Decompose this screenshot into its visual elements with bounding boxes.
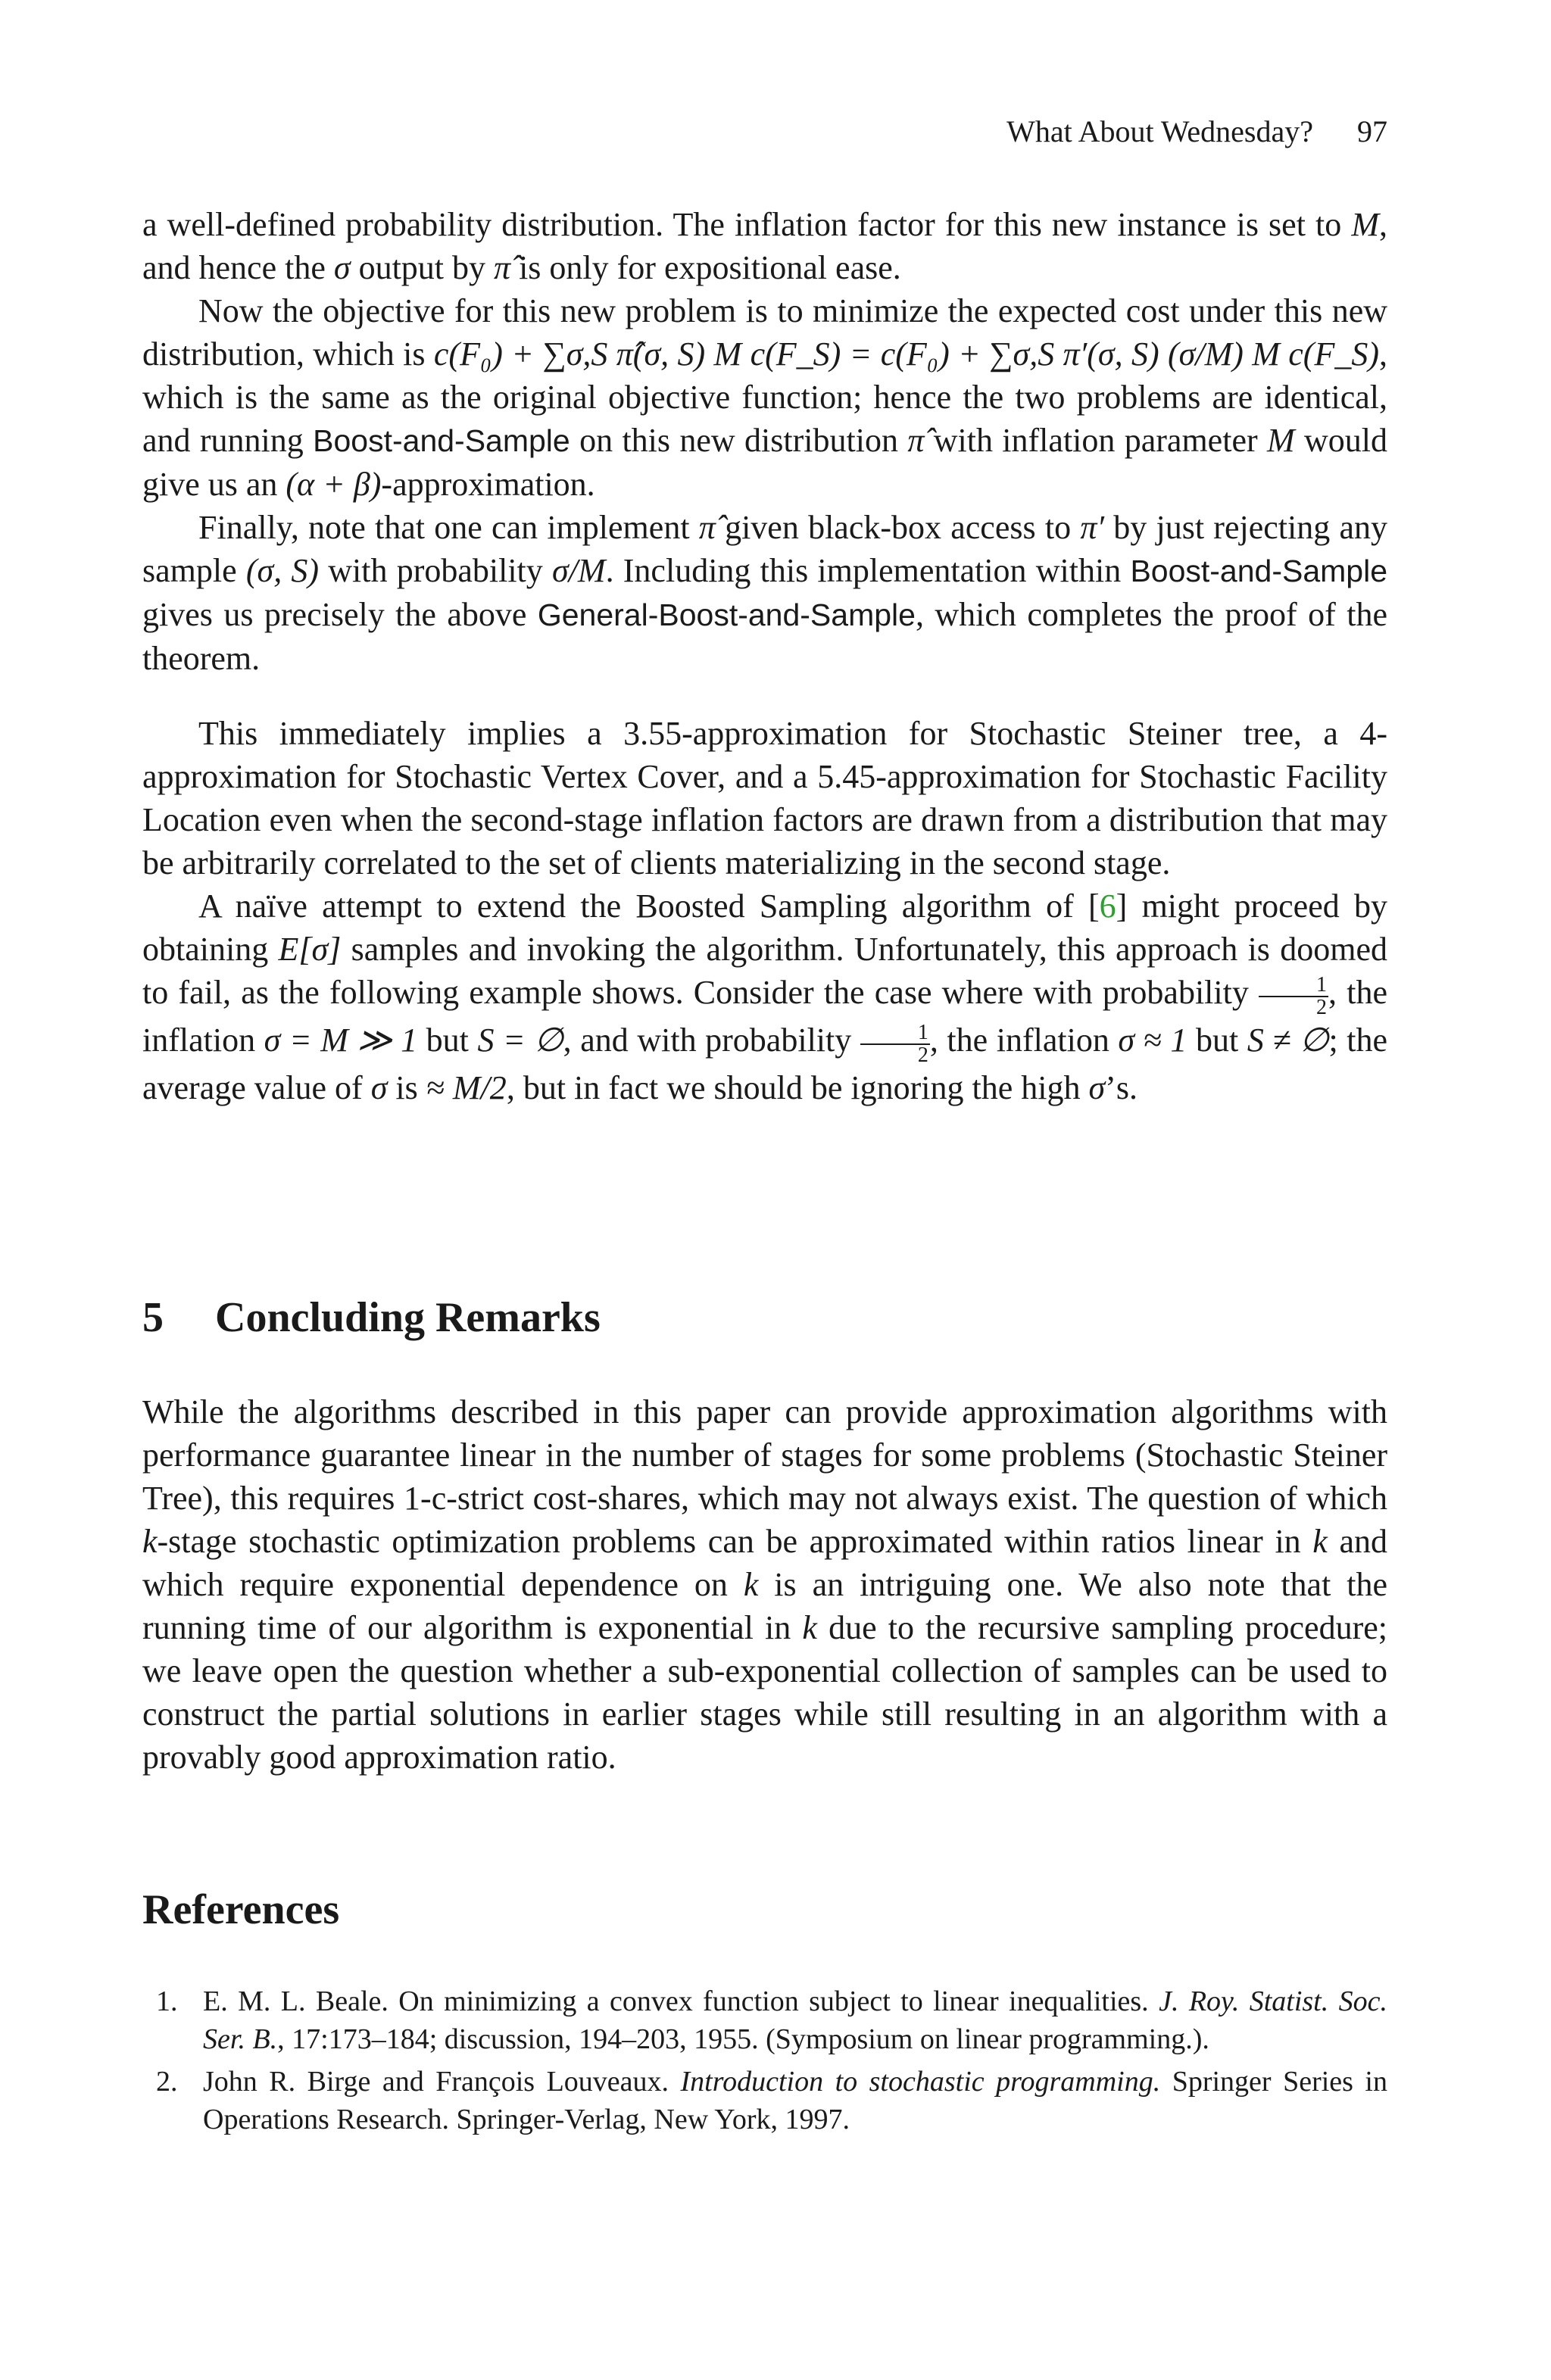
text-run: -approximation. <box>381 466 595 503</box>
text-run: a well-defined probability distribution. The inflation factor for this new instance is set to <box>142 206 1352 243</box>
reference-number: 1. <box>156 1985 178 2017</box>
text-run: , the inflation <box>142 974 1387 1059</box>
text-run: with probability <box>319 552 552 589</box>
reference-venue: J. Roy. Statist. Soc. Ser. B. <box>203 1985 1387 2055</box>
math-objective-equation: c(F₀) + ∑σ,S π̂(σ, S) M c(F_S) = c(F₀) + ∑σ,S π′(σ, S) (σ/M) M c(F_S) <box>433 335 1379 373</box>
text-run: E. M. L. Beale. On minimizing a convex function subject to linear inequalities. <box>203 1985 1159 2017</box>
text-run: , the inflation <box>929 1022 1119 1059</box>
math-expression: σ = M ≫ 1 <box>264 1022 418 1059</box>
section-title: Concluding Remarks <box>215 1294 601 1341</box>
text-run: Now the objective for this new problem is to minimize the expected cost under this new distribution, which is <box>142 292 1387 373</box>
math-sigma: σ <box>333 249 351 286</box>
text-run: gives us precisely the above <box>142 596 538 633</box>
math-M: M <box>1351 206 1379 243</box>
text-run: A naïve attempt to extend the Boosted Sampling algorithm of [ <box>198 887 1100 925</box>
text-run: output by <box>350 249 495 286</box>
reference-list <box>142 1982 1387 2143</box>
math-pi-hat: π̂ <box>494 249 511 286</box>
text-run: on this new distribution <box>570 422 908 459</box>
body-text-top <box>142 203 1387 1109</box>
text-run: ] might proceed by obtaining <box>142 887 1387 968</box>
text-run: would give us an <box>142 422 1388 503</box>
paragraph-implications: This immediately implies a 3.55-approximation for Stochastic Steiner tree, a 4-approximation for Stochastic Vertex Cover, and a 5.45-approximation for Stochastic Facility Location even when the second-stage inflation factors are drawn from a distribution that may be arbitrarily correlated to the set of clients materializing in the second stage. <box>142 715 1387 881</box>
paragraph-implementation <box>142 506 1387 680</box>
text-run: but <box>417 1022 478 1059</box>
page-number: 97 <box>1357 114 1387 148</box>
text-run: John R. Birge and François Louveaux. <box>203 2066 681 2098</box>
text-run: is only for expositional ease. <box>510 249 901 286</box>
math-sigma: σ <box>1088 1069 1106 1106</box>
math-pi-hat: π̂ <box>698 509 716 546</box>
math-k: k <box>802 1609 817 1646</box>
text-run: While the algorithms described in this paper can provide approximation algorithms with performance guarantee linear in the number of stages for some problems (Stochastic Steiner Tree), this requires 1-c-strict cost-shares, which may not always exist. The question of which <box>142 1393 1387 1517</box>
text-run: samples and invoking the algorithm. Unfortunately, this approach is doomed to fail, as the following example shows. Consider the case where with probability <box>142 931 1388 1011</box>
text-run: -stage stochastic optimization problems can be approximated within ratios linear in <box>157 1523 1313 1560</box>
math-M: M <box>1266 422 1295 459</box>
math-alpha-beta: (α + β) <box>286 466 382 503</box>
algorithm-name: Boost-and-Sample <box>1130 554 1388 588</box>
reference-venue: Introduction to stochastic programming. <box>680 2066 1161 2098</box>
section-heading <box>142 1293 601 1342</box>
fraction-one-half: $\frac{1}{2}$ <box>1259 975 1328 1018</box>
math-expression: S = ∅ <box>477 1022 563 1059</box>
text-run: given black-box access to <box>715 509 1081 546</box>
algorithm-name: Boost-and-Sample <box>313 423 570 458</box>
references-heading: References <box>142 1886 340 1933</box>
text-run: but <box>1187 1022 1247 1059</box>
text-run: , which completes the proof of the theorem. <box>142 596 1387 677</box>
text-run: ; the average value of <box>142 1022 1388 1106</box>
text-run: , 17:173–184; discussion, 194–203, 1955. (Symposium on linear programming.). <box>277 2023 1209 2055</box>
paragraph-naive-attempt <box>142 884 1387 1109</box>
text-run: , and with probability <box>563 1022 860 1059</box>
math-pi-prime: π′ <box>1080 509 1104 546</box>
text-run: Finally, note that one can implement <box>198 509 699 546</box>
math-sigma-over-M: σ/M <box>552 552 606 589</box>
reference-item <box>142 1982 1387 2058</box>
text-run: is an intriguing one. We also note that the running time of our algorithm is exponential in <box>142 1566 1388 1646</box>
math-expectation: E[σ] <box>278 931 342 968</box>
reference-item <box>142 2063 1387 2138</box>
text-run: ’s. <box>1105 1069 1138 1106</box>
paragraph-distribution <box>142 203 1387 289</box>
math-sample: (σ, S) <box>245 552 320 589</box>
math-pi-hat: π̂ <box>907 422 925 459</box>
text-run: by just rejecting any sample <box>142 509 1387 589</box>
text-run: due to the recursive sampling procedure; we leave open the question whether a sub-exponential collection of samples can be used to construct the partial solutions in earlier stages while still resulting in an algorithm with a provably good approximation ratio. <box>142 1609 1387 1776</box>
citation-link[interactable]: 6 <box>1099 887 1116 925</box>
text-run: is <box>387 1069 426 1106</box>
text-run: , which is the same as the original objective function; hence the two problems are identical, and running <box>142 335 1387 459</box>
text-run: with inflation parameter <box>924 422 1267 459</box>
paragraph-objective <box>142 289 1387 506</box>
text-run: Springer Series in Operations Research. Springer-Verlag, New York, 1997. <box>203 2066 1387 2135</box>
section-number: 5 <box>142 1294 164 1341</box>
text-run: , but in fact we should be ignoring the high <box>506 1069 1089 1106</box>
text-run: and which require exponential dependence on <box>142 1523 1387 1603</box>
running-title: What About Wednesday? <box>1006 114 1313 148</box>
text-run: , and hence the <box>142 206 1387 286</box>
section-body <box>142 1390 1387 1779</box>
text-run: . Including this implementation within <box>605 552 1131 589</box>
paragraph-concluding <box>142 1390 1387 1779</box>
math-expression: σ ≈ 1 <box>1118 1022 1187 1059</box>
math-k: k <box>142 1523 158 1560</box>
running-header <box>1006 114 1387 149</box>
math-k: k <box>743 1566 759 1603</box>
algorithm-name: General-Boost-and-Sample <box>537 597 916 632</box>
fraction-one-half: $\frac{1}{2}$ <box>860 1022 930 1066</box>
math-sigma: σ <box>370 1069 388 1106</box>
math-k: k <box>1312 1523 1328 1560</box>
math-expression: S ≠ ∅ <box>1247 1022 1329 1059</box>
math-expression: ≈ M/2 <box>426 1069 507 1106</box>
reference-number: 2. <box>156 2066 178 2098</box>
